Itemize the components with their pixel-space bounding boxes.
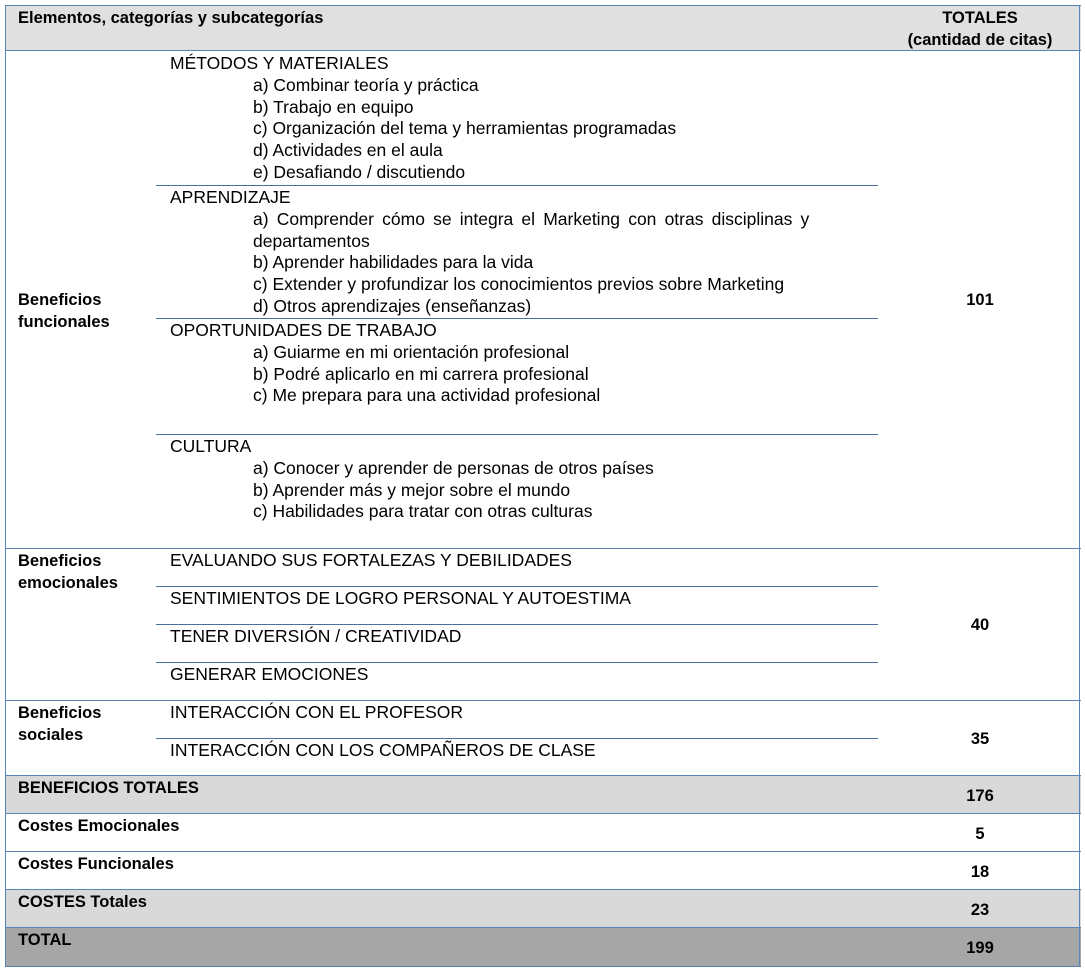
costes-totales-value: 23 (970, 901, 990, 919)
category-generar-emociones: GENERAR EMOCIONES (170, 664, 369, 684)
list-item: c) Extender y profundizar los conocimientos previos sobre Marketing (253, 274, 785, 294)
sociales-label-line1: Beneficios (18, 704, 102, 722)
category-evaluando: EVALUANDO SUS FORTALEZAS Y DEBILIDADES (170, 550, 572, 570)
costes-emocionales-label: Costes Emocionales (18, 817, 180, 835)
divider-emo-2 (156, 624, 878, 625)
category-aprendizaje: APRENDIZAJE (170, 187, 291, 207)
category-sentimientos: SENTIMIENTOS DE LOGRO PERSONAL Y AUTOESTIMA (170, 588, 631, 608)
list-item: c) Me prepara para una actividad profesional (253, 385, 601, 405)
border-emocionales (5, 700, 1081, 701)
list-item: a) Conocer y aprender de personas de otros países (253, 458, 654, 478)
divider-aprendizaje (156, 318, 878, 319)
divider-emo-1 (156, 586, 878, 587)
list-item: a) Combinar teoría y práctica (253, 75, 479, 95)
sociales-total: 35 (970, 730, 990, 748)
total-label: TOTAL (18, 931, 72, 949)
list-item: c) Organización del tema y herramientas programadas (253, 118, 677, 138)
costes-emocionales-value: 5 (975, 825, 985, 843)
beneficios-totales-value: 176 (966, 787, 994, 805)
category-profesor: INTERACCIÓN CON EL PROFESOR (170, 702, 463, 722)
border-costes-tot (5, 927, 1081, 928)
list-item: b) Aprender habilidades para la vida (253, 252, 534, 272)
benefits-costs-table (5, 5, 1081, 968)
category-companeros: INTERACCIÓN CON LOS COMPAÑEROS DE CLASE (170, 740, 596, 760)
list-item: b) Aprender más y mejor sobre el mundo (253, 480, 571, 500)
list-item: c) Habilidades para tratar con otras culturas (253, 501, 593, 521)
divider-metodos (156, 185, 878, 186)
list-item: b) Podré aplicarlo en mi carrera profesional (253, 364, 589, 384)
border-funcionales (5, 548, 1081, 549)
category-metodos: MÉTODOS Y MATERIALES (170, 53, 389, 73)
total-value: 199 (966, 939, 994, 957)
category-oportunidades: OPORTUNIDADES DE TRABAJO (170, 320, 437, 340)
costes-funcionales-label: Costes Funcionales (18, 855, 174, 873)
border-bottom (5, 966, 1081, 967)
divider-soc-1 (156, 738, 878, 739)
funcionales-label-line1: Beneficios (18, 291, 102, 309)
emocionales-label-line1: Beneficios (18, 552, 102, 570)
category-diversion: TENER DIVERSIÓN / CREATIVIDAD (170, 626, 462, 646)
border-top (5, 5, 1081, 6)
list-item: a) Comprender cómo se integra el Marketing con otras disciplinas y (253, 209, 810, 229)
list-item: departamentos (253, 231, 370, 251)
funcionales-total: 101 (966, 291, 994, 309)
list-item: e) Desafiando / discutiendo (253, 162, 466, 182)
border-ben-totales (5, 813, 1081, 814)
sociales-label-line2: sociales (18, 726, 84, 744)
border-costes-emo (5, 851, 1081, 852)
divider-emo-3 (156, 662, 878, 663)
border-left (5, 5, 6, 967)
border-sociales (5, 775, 1081, 776)
costes-funcionales-value: 18 (970, 863, 990, 881)
list-item: b) Trabajo en equipo (253, 97, 414, 117)
emocionales-label-line2: emocionales (18, 574, 118, 592)
beneficios-totales-label: BENEFICIOS TOTALES (18, 779, 199, 797)
border-costes-fun (5, 889, 1081, 890)
header-col2-line1: TOTALES (942, 9, 1018, 27)
header-col2-line2: (cantidad de citas) (907, 31, 1053, 49)
costes-totales-label: COSTES Totales (18, 893, 147, 911)
divider-oportunidades (156, 434, 878, 435)
category-cultura: CULTURA (170, 436, 252, 456)
emocionales-total: 40 (970, 616, 990, 634)
list-item: a) Guiarme en mi orientación profesional (253, 342, 570, 362)
list-item: d) Actividades en el aula (253, 140, 443, 160)
funcionales-label-line2: funcionales (18, 313, 110, 331)
list-item: d) Otros aprendizajes (enseñanzas) (253, 296, 532, 316)
header-col1: Elementos, categorías y subcategorías (18, 9, 324, 27)
